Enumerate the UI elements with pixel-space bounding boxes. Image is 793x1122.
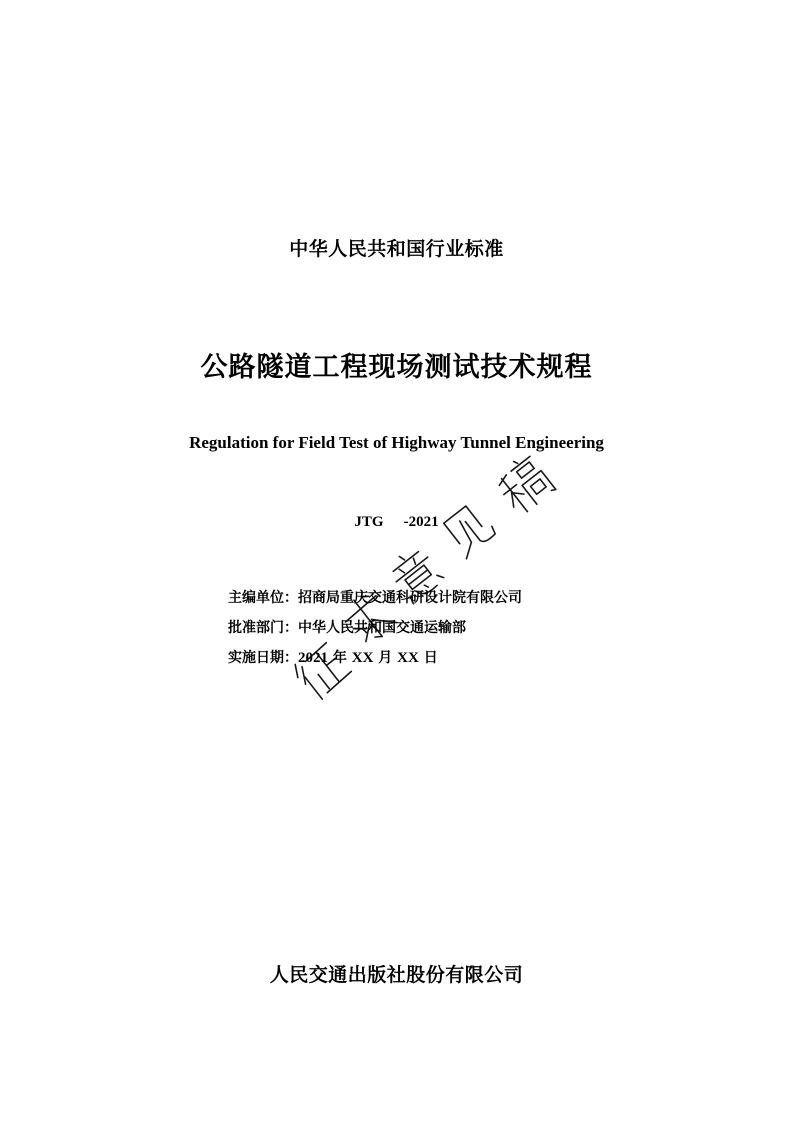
editor-label: 主编单位： — [228, 590, 298, 606]
publisher: 人民交通出版社股份有限公司 — [269, 964, 524, 986]
effective-year: 2021 — [298, 650, 328, 666]
standard-code-prefix: JTG — [354, 514, 384, 530]
approver-value: 中华人民共和国交通运输部 — [298, 620, 466, 636]
page-title: 公路隧道工程现场测试技术规程 — [200, 352, 593, 383]
standard-category: 中华人民共和国行业标准 — [289, 238, 504, 260]
standard-code — [0, 514, 793, 531]
approver-row — [228, 617, 522, 647]
approver-label: 批准部门： — [228, 620, 298, 636]
effective-date-label: 实施日期： — [228, 650, 298, 666]
effective-day-unit: 日 — [423, 650, 438, 666]
effective-day: XX — [397, 650, 419, 666]
english-title: Regulation for Field Test of Highway Tunnel Engineering — [189, 433, 604, 452]
effective-date-row — [228, 647, 522, 677]
effective-year-unit: 年 — [332, 650, 347, 666]
watermark-char-5 — [492, 452, 556, 517]
editor-row — [228, 587, 522, 617]
document-info — [228, 587, 522, 677]
editor-value: 招商局重庆交通科研设计院有限公司 — [298, 590, 522, 606]
effective-month-unit: 月 — [378, 650, 393, 666]
effective-month: XX — [351, 650, 374, 666]
standard-code-suffix: -2021 — [403, 514, 439, 530]
